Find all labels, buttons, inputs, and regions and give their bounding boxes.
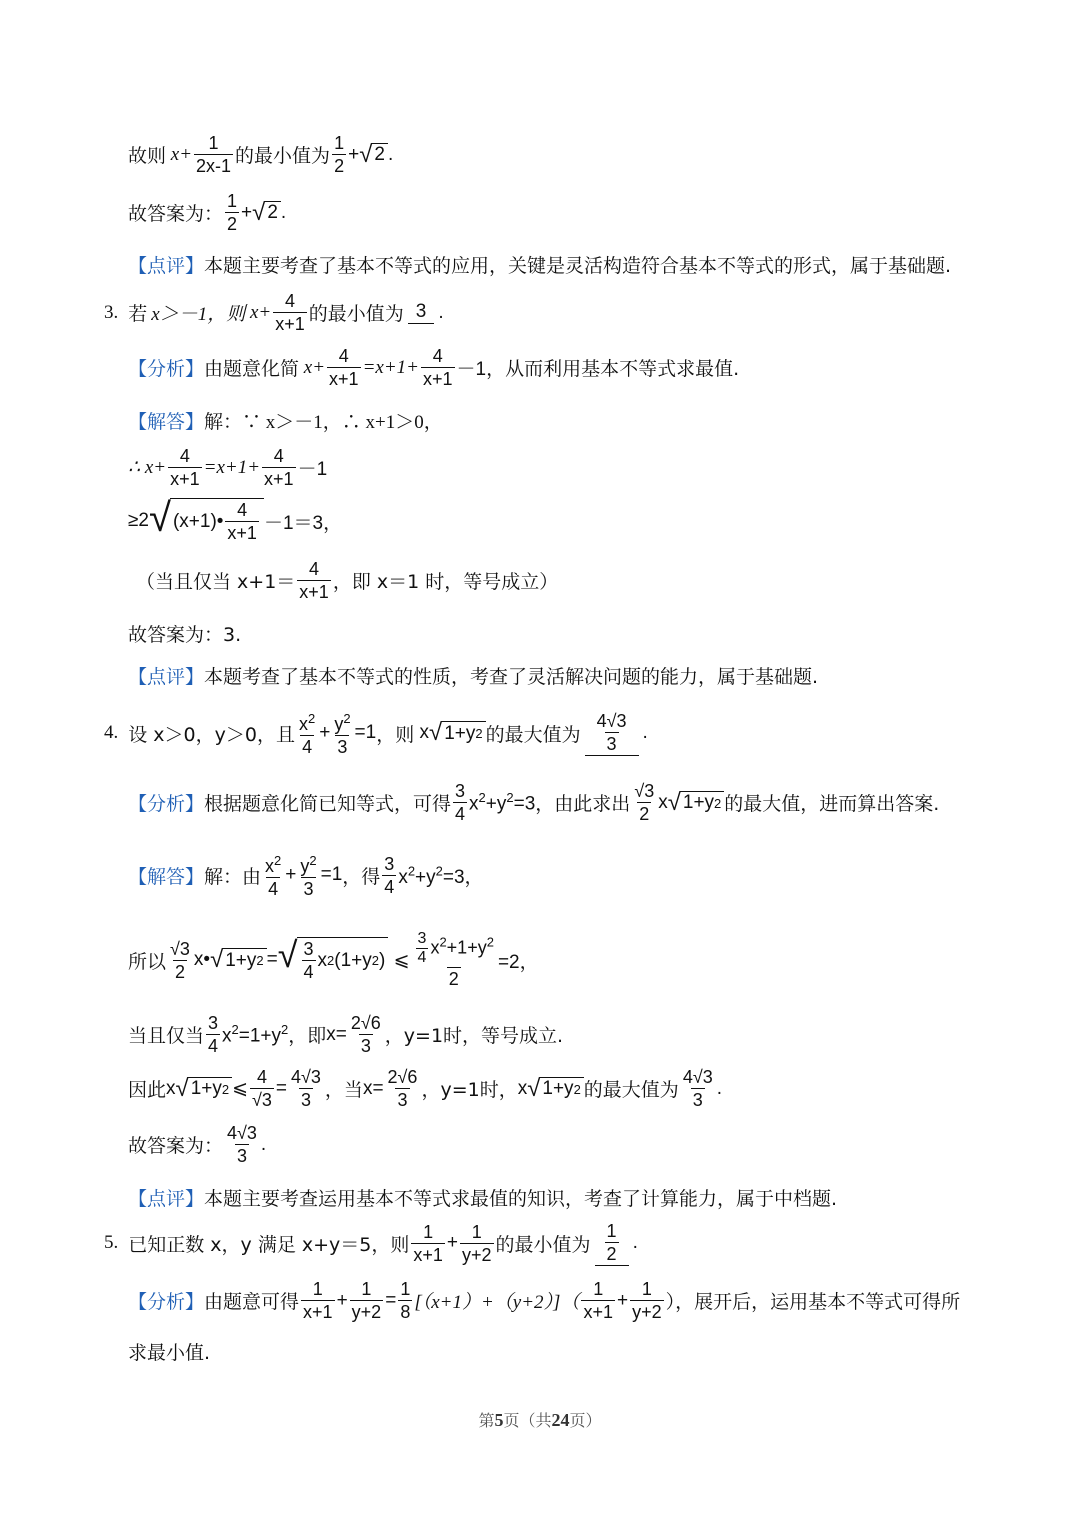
text: 若: [128, 303, 148, 325]
text: （当且仅当 x+1＝: [136, 571, 296, 593]
text: 的最小值为: [308, 303, 404, 325]
text: 的最小值为: [495, 1233, 591, 1256]
text: 由题意可得: [204, 1291, 300, 1313]
text: ≥2: [128, 510, 149, 531]
text: 的最小值为: [235, 145, 331, 167]
text: ，y=1时，: [421, 1079, 518, 1101]
text: ，由此求出: [535, 793, 631, 815]
text: ，则: [376, 723, 415, 746]
text: 的最大值为: [485, 723, 581, 746]
q5-analysis-cont: [128, 1338, 210, 1365]
text: 故答案为：: [128, 203, 224, 225]
solution-tag: 【解答】: [128, 865, 205, 888]
question-3: 3. 若 x＞－1，则 x+ $\frac{4}{x+1}$ 的最小值为 3 .: [104, 291, 444, 334]
text: ∴ x+: [128, 457, 167, 478]
text: 根据题意化简已知等式，可得: [204, 793, 452, 815]
text: ），展开后，运用基本不等式可得所: [665, 1291, 961, 1313]
analysis-tag: 【分析】: [128, 793, 205, 815]
q3-answer: [128, 620, 241, 647]
q3-step-1: ∴ x+ $\frac{4}{x+1}$ =x+1+ $\frac{4}{x+1}$ －1: [128, 446, 328, 489]
q3-step-2: ≥2 √ (x+1)• $\frac{4}{x+1}$ －1＝3，: [128, 496, 343, 543]
footer-text: 页（共: [503, 1411, 552, 1430]
q3-solution: [128, 407, 443, 434]
q4-step-1: 所以 $\frac{√3}{2}$ x• √ 1+y 2 = √ $\frac{3}{4}$ x 2 (1+y 2 ) ⩽ $\frac{3}{4}$ $x^2+1+y^2$ 2 =2，: [128, 930, 539, 989]
question-number: 4.: [104, 722, 119, 743]
text: 故答案为：3.: [128, 624, 242, 646]
text: 的最大值为: [583, 1079, 679, 1101]
comment-tag: 【点评】: [128, 1188, 205, 1210]
text: 因此: [128, 1079, 167, 1101]
q3-comment: [128, 662, 818, 689]
q4-comment: [128, 1184, 837, 1211]
text: [（x+1）+（y+2）]（: [414, 1292, 580, 1313]
question-number: 5.: [104, 1232, 119, 1253]
footer-text: 页）: [569, 1411, 602, 1430]
analysis-tag: 【分析】: [128, 1291, 205, 1313]
comment-tag: 【点评】: [128, 666, 205, 688]
text: 本题考查了基本不等式的性质，考查了灵活解决问题的能力，属于基础题.: [204, 666, 819, 688]
text: 已知正数 x，y 满足 x+y＝5，则: [128, 1233, 410, 1256]
q5-analysis: 【分析】 由题意可得 $\frac{1}{x+1}$ + $\frac{1}{y+2}$ = $\frac{1}{8}$ [（x+1）+（y+2）]（ $\frac{1}{x+1}$ + $\frac{1}{y+2}$ ），展开后，运用基本不等式可得所: [128, 1279, 961, 1322]
text: 的最大值，进而算出答案.: [724, 793, 940, 815]
question-4: 4. 设 x＞0，y＞0，且 $\frac{x^2}{4}$ + $\frac{y^2}{3}$ =1 ，则 x √ 1+y 2 的最大值为 $\frac{4√3}{3}$ .: [104, 711, 648, 757]
q4-answer: 故答案为： $\frac{4√3}{3}$ .: [128, 1123, 267, 1166]
text: 所以: [128, 950, 167, 973]
text: 设 x＞0，y＞0，且: [128, 723, 295, 746]
page-footer: [0, 1408, 1080, 1431]
text: 当且仅当: [128, 1025, 205, 1047]
q4-solution: 【解答】 解：由 $\frac{x^2}{4}$ + $\frac{y^2}{3}$ =1 ，得 $\frac{3}{4}$ $x^2+y^2=3$，: [128, 853, 484, 899]
text: ，y=1时，等号成立.: [384, 1025, 564, 1047]
text: 故答案为：: [128, 1135, 224, 1157]
text: ，当: [324, 1079, 363, 1101]
solution-tag: 【解答】: [128, 411, 205, 433]
question-5: 5. 已知正数 x，y 满足 x+y＝5，则 $\frac{1}{x+1}$ + $\frac{1}{y+2}$ 的最小值为 $\frac{1}{2}$ .: [104, 1221, 638, 1265]
text: 求最小值.: [128, 1342, 211, 1364]
line-answer: 故答案为： $\frac{1}{2}$ + √ 2 .: [128, 191, 287, 234]
footer-text: 第: [478, 1411, 495, 1430]
comment-line: [128, 251, 951, 278]
text: 解：由: [204, 865, 262, 888]
q3-step-3: （当且仅当 x+1＝ $\frac{4}{x+1}$ ，即 x＝1 时，等号成立）: [136, 559, 559, 602]
line-min-value: 故则 x+ $\frac{1}{2x-1}$ 的最小值为 $\frac{1}{2}$ + √ 2 .: [128, 133, 394, 176]
q3-analysis: 【分析】 由题意化简 x+ $\frac{4}{x+1}$ =x+1+ $\frac{4}{x+1}$ －1 ，从而利用基本不等式求最值.: [128, 346, 740, 389]
q4-analysis: 【分析】 根据题意化简已知等式，可得 $\frac{3}{4}$ $x^2+y^2=3$ ，由此求出 $\frac{√3}{2}$ x √ 1+y 2 的最大值，进而算出答案.: [128, 781, 940, 824]
analysis-tag: 【分析】: [128, 358, 205, 380]
text: ，得: [342, 865, 381, 888]
text: ，从而利用基本不等式求最值.: [486, 358, 740, 380]
text: 解：∵ x＞－1，∴ x+1＞0，: [204, 412, 443, 433]
text: 故则: [128, 145, 167, 167]
comment-tag: 【点评】: [128, 255, 205, 277]
answer-blank: 3: [408, 301, 435, 324]
comment-text: 本题主要考查了基本不等式的应用，关键是灵活构造符合基本不等式的形式，属于基础题.: [204, 255, 952, 277]
q4-step-3: 因此 x √ 1+y 2 ⩽ $\frac{4}{√3}$ = $\frac{4√3}{3}$ ，当 x= $\frac{2√6}{3}$ ，y=1时， x √ 1+y 2 的最大值为 $\frac{4√3}{3}$ .: [128, 1067, 722, 1110]
q4-step-2: 当且仅当 $\frac{3}{4}$ $x^2=1+y^2$ ，即 x= $\frac{2√6}{3}$ ，y=1时，等号成立.: [128, 1013, 564, 1056]
text: ，即: [288, 1025, 327, 1047]
text: 由题意化简: [204, 358, 300, 380]
text: 本题主要考查运用基本不等式求最值的知识，考查了计算能力，属于中档题.: [204, 1188, 838, 1210]
total-pages: 24: [551, 1410, 570, 1430]
question-number: 3.: [104, 301, 119, 323]
page-number: 5: [494, 1410, 504, 1430]
text: ，即 x＝1 时，等号成立）: [332, 571, 559, 593]
text: x＞－1，则: [151, 304, 246, 325]
